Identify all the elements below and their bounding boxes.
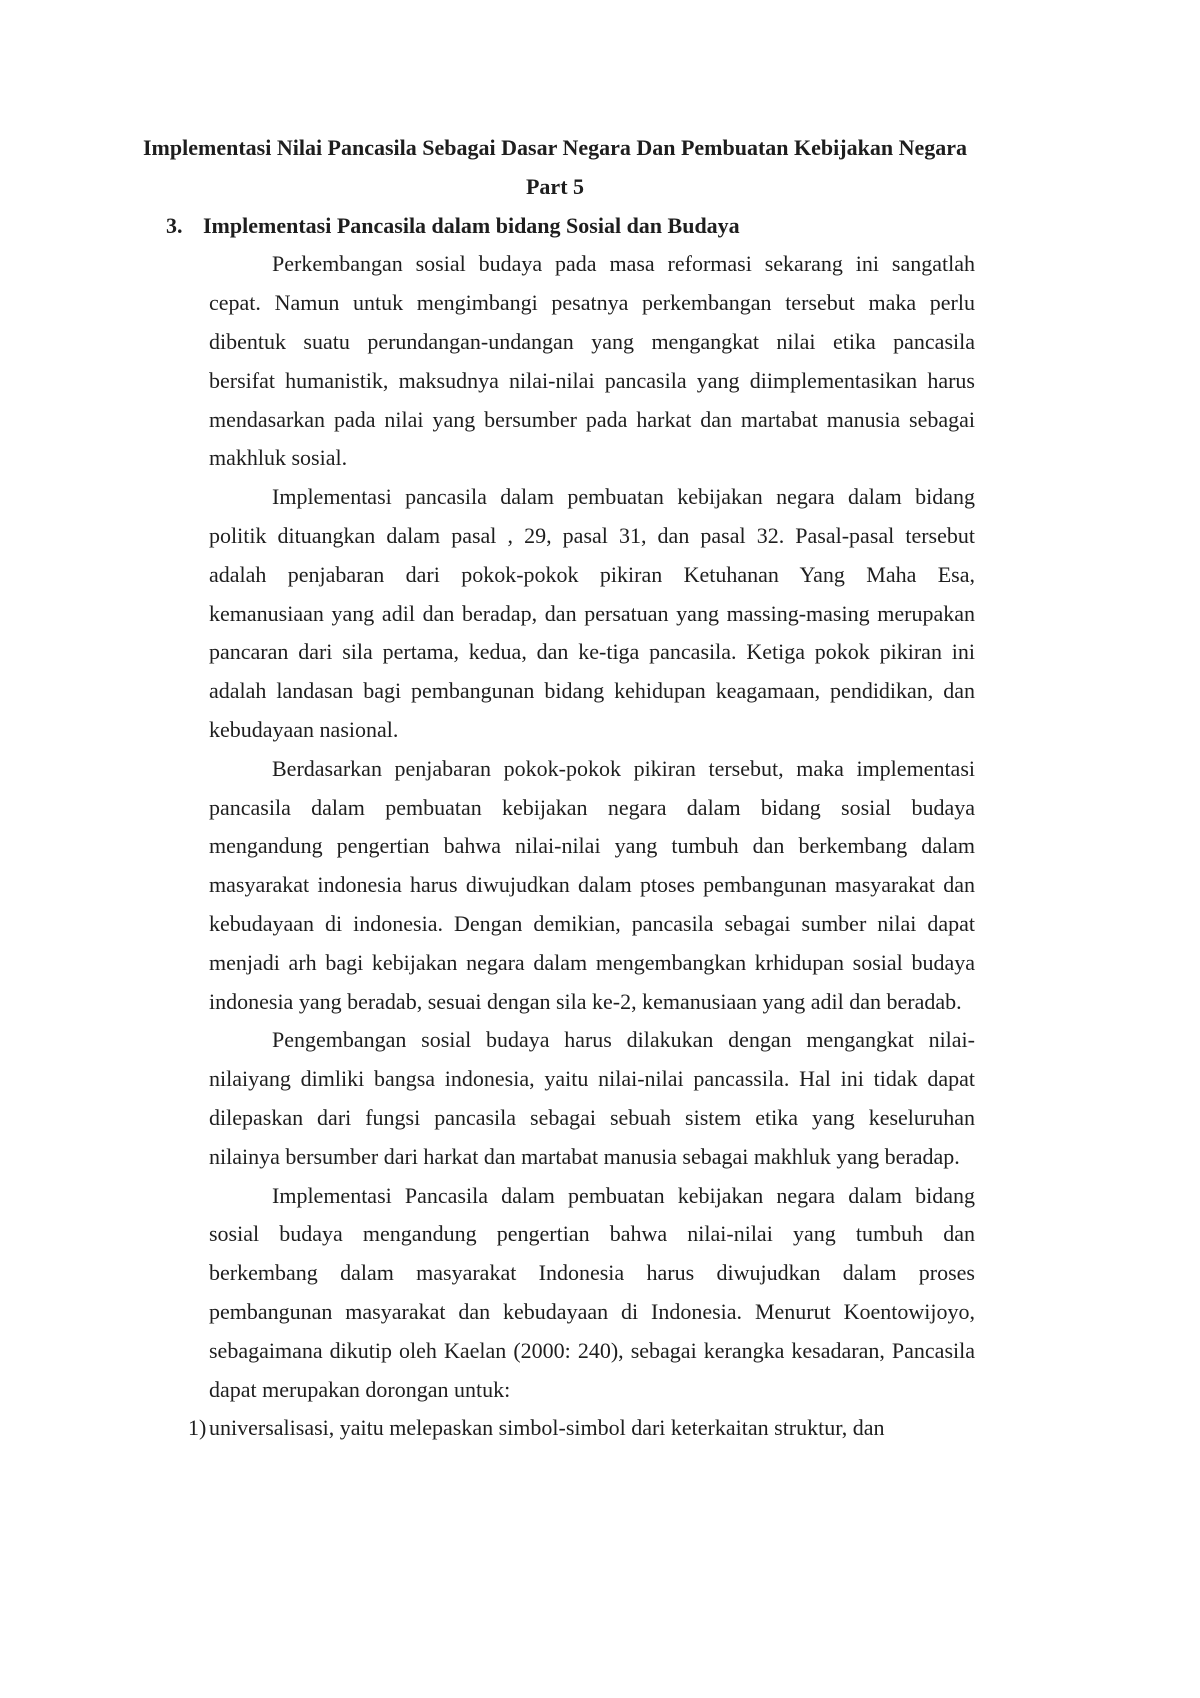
paragraph-line: pembangunan masyarakat dan kebudayaan di Indonesia. Menurut Koentowijoyo, bbox=[209, 1298, 975, 1324]
document-part: Part 5 bbox=[525, 173, 585, 199]
paragraph-line: menjadi arh bagi kebijakan negara dalam mengembangkan krhidupan sosial budaya bbox=[209, 949, 975, 975]
paragraph-line: makhluk sosial. bbox=[209, 445, 348, 471]
paragraph-3 bbox=[0, 750, 1200, 1022]
document-body bbox=[0, 129, 1200, 1448]
paragraph-line: dibentuk suatu perundangan-undangan yang mengangkat nilai etika pancasila bbox=[209, 328, 975, 354]
section-heading bbox=[166, 207, 986, 246]
paragraph-line: berkembang dalam masyarakat Indonesia harus diwujudkan dalam proses bbox=[209, 1260, 975, 1286]
list-marker: 1) bbox=[188, 1415, 207, 1441]
paragraph-line: Berdasarkan penjabaran pokok-pokok pikiran tersebut, maka implementasi bbox=[272, 755, 975, 781]
paragraph-line: Perkembangan sosial budaya pada masa reformasi sekarang ini sangatlah bbox=[272, 251, 975, 277]
paragraph-line: bersifat humanistik, maksudnya nilai-nilai pancasila yang diimplementasikan harus bbox=[209, 367, 975, 393]
list-item bbox=[188, 1409, 988, 1448]
paragraph-line: kebudayaan nasional. bbox=[209, 716, 399, 742]
paragraph-line: adalah landasan bagi pembangunan bidang kehidupan keagamaan, pendidikan, dan bbox=[209, 678, 975, 704]
paragraph-line: mengandung pengertian bahwa nilai-nilai yang tumbuh dan berkembang dalam bbox=[209, 833, 975, 859]
paragraph-line: pancasila dalam pembuatan kebijakan negara dalam bidang sosial budaya bbox=[209, 794, 975, 820]
paragraph-line: adalah penjabaran dari pokok-pokok pikiran Ketuhanan Yang Maha Esa, bbox=[209, 561, 975, 587]
paragraph-line: kebudayaan di indonesia. Dengan demikian, pancasila sebagai sumber nilai dapat bbox=[209, 910, 975, 936]
paragraph-line: Pengembangan sosial budaya harus dilakukan dengan mengangkat nilai- bbox=[272, 1027, 975, 1053]
paragraph-line: Implementasi Pancasila dalam pembuatan kebijakan negara dalam bidang bbox=[272, 1182, 975, 1208]
paragraph-4 bbox=[0, 1021, 1200, 1176]
paragraph-line: Implementasi pancasila dalam pembuatan kebijakan negara dalam bidang bbox=[272, 484, 975, 510]
paragraph-line: pancaran dari sila pertama, kedua, dan ke-tiga pancasila. Ketiga pokok pikiran ini bbox=[209, 639, 975, 665]
document-title: Implementasi Nilai Pancasila Sebagai Dasar Negara Dan Pembuatan Kebijakan Negara bbox=[143, 135, 967, 160]
paragraph-line: politik dituangkan dalam pasal , 29, pasal 31, dan pasal 32. Pasal-pasal tersebut bbox=[209, 522, 975, 548]
section-heading-text: Implementasi Pancasila dalam bidang Sosial dan Budaya bbox=[203, 212, 740, 238]
paragraph-line: sebagaimana dikutip oleh Kaelan (2000: 240), sebagai kerangka kesadaran, Pancasila bbox=[209, 1337, 975, 1363]
paragraph-line: masyarakat indonesia harus diwujudkan dalam ptoses pembangunan masyarakat dan bbox=[209, 872, 975, 898]
paragraph-line: indonesia yang beradab, sesuai dengan sila ke-2, kemanusiaan yang adil dan beradab. bbox=[209, 988, 962, 1014]
paragraph-line: dapat merupakan dorongan untuk: bbox=[209, 1376, 511, 1402]
paragraph-5 bbox=[0, 1177, 1200, 1410]
paragraph-1 bbox=[0, 245, 1200, 478]
paragraph-line: sosial budaya mengandung pengertian bahwa nilai-nilai yang tumbuh dan bbox=[209, 1221, 975, 1247]
paragraph-line: kemanusiaan yang adil dan beradap, dan persatuan yang massing-masing merupakan bbox=[209, 600, 975, 626]
paragraph-line: nilainya bersumber dari harkat dan martabat manusia sebagai makhluk yang beradap. bbox=[209, 1143, 960, 1169]
paragraph-2 bbox=[0, 478, 1200, 750]
list-item-text: universalisasi, yaitu melepaskan simbol-simbol dari keterkaitan struktur, dan bbox=[209, 1415, 885, 1441]
section-number: 3. bbox=[166, 212, 183, 238]
paragraph-line: cepat. Namun untuk mengimbangi pesatnya perkembangan tersebut maka perlu bbox=[209, 290, 975, 316]
paragraph-line: dilepaskan dari fungsi pancasila sebagai sebuah sistem etika yang keseluruhan bbox=[209, 1104, 975, 1130]
paragraph-line: mendasarkan pada nilai yang bersumber pada harkat dan martabat manusia sebagai bbox=[209, 406, 975, 432]
paragraph-line: nilaiyang dimliki bangsa indonesia, yaitu nilai-nilai pancassila. Hal ini tidak dapat bbox=[209, 1066, 975, 1092]
